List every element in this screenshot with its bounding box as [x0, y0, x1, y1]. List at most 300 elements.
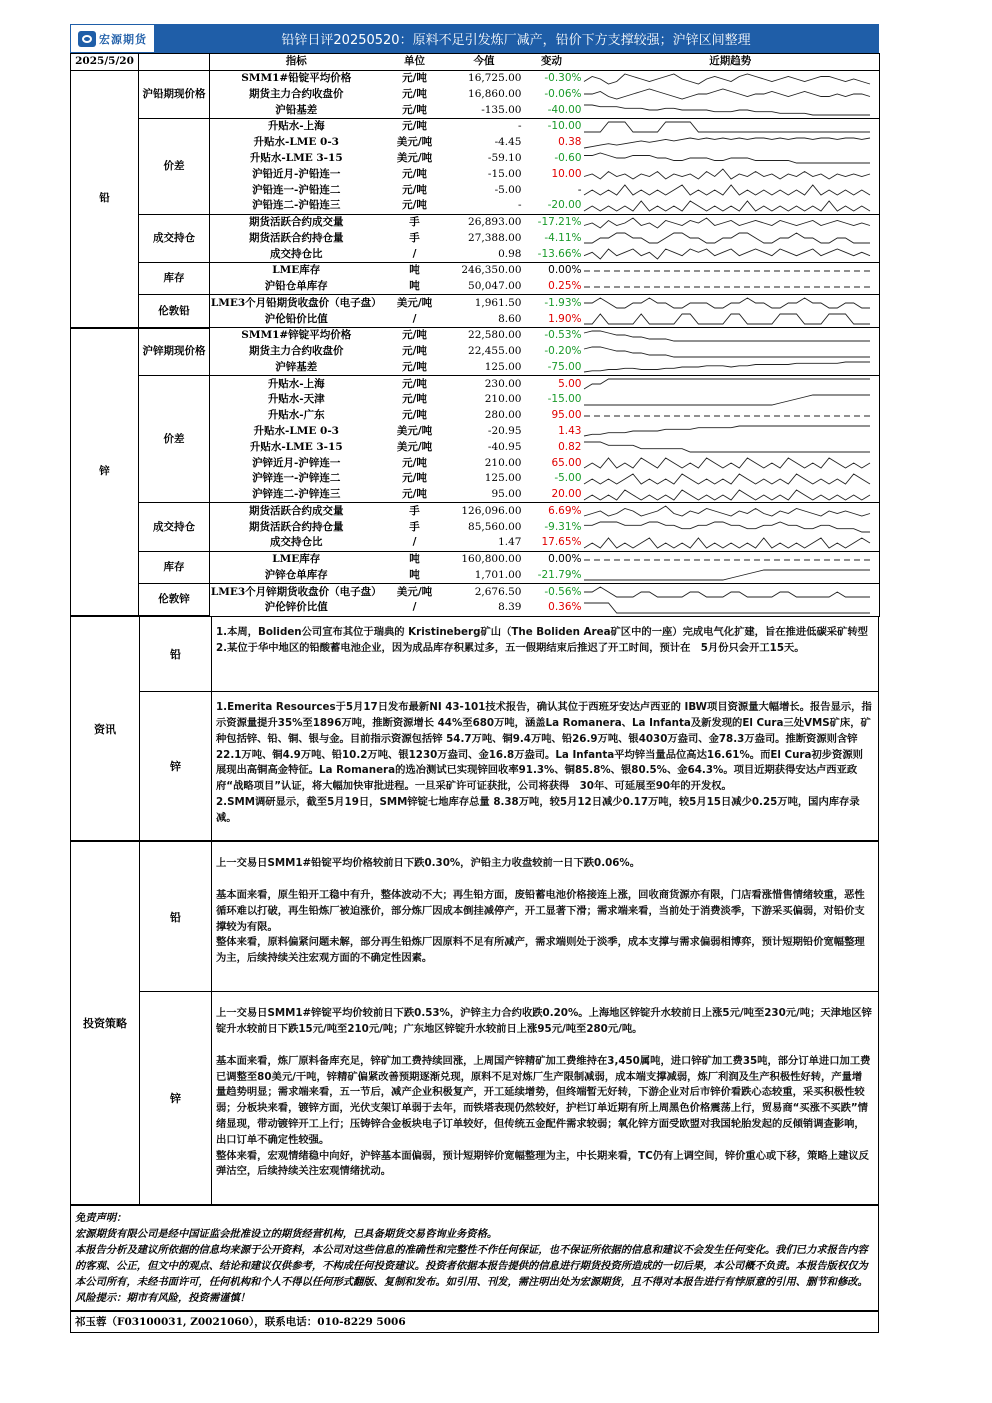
unit-cell: 吨 — [383, 279, 447, 295]
change-cell: -0.20% — [544, 345, 582, 358]
logo-icon — [78, 31, 96, 47]
disclaimer-heading: 免责声明： — [75, 1212, 127, 1225]
unit-cell: / — [383, 246, 447, 262]
subgroup-label: 沪铅期现价格 — [139, 70, 210, 118]
value-cell: 125.00 — [484, 472, 522, 485]
value-cell: 8.60 — [447, 311, 522, 327]
change-cell: -20.00 — [522, 198, 582, 214]
indicator-cell: 升贴水-LME 3-15 — [249, 440, 343, 453]
trend-cell — [582, 246, 880, 262]
disclaimer — [70, 1206, 879, 1312]
value-cell: -59.10 — [487, 151, 522, 164]
strategy-lead-para: 上一交易日SMM1#铅锭平均价格较前日下跌0.30%，沪铅主力收盘较前一日下跌0.06%。 — [216, 857, 641, 870]
sparkline-line — [584, 395, 870, 405]
value-cell: 22,580.00 — [468, 329, 522, 342]
indicator-cell: SMM1#锌锭平均价格 — [241, 329, 352, 342]
sparkline-line — [584, 570, 870, 580]
sparkline — [582, 360, 872, 374]
analyst-contact: 祁玉蓉（F03100031, Z0021060），联系电话：010-8229 5006 — [70, 1312, 879, 1333]
sparkline — [582, 103, 872, 117]
sparkline — [582, 601, 872, 615]
strategy-lead-para: 整体来看，原料偏紧问题未解，部分再生铅炼厂因原料不足有所减产，需求端则处于淡季，成本支撑与需求偏弱相博弈，预计短期铅价宽幅整理为主，后续持续关注宏观方面的不确定性因素。 — [216, 936, 865, 965]
unit-cell: 元/吨 — [402, 183, 427, 196]
sparkline — [582, 247, 872, 261]
group-label: 锌 — [71, 328, 139, 617]
sparkline — [582, 183, 872, 197]
value-cell: 1,701.00 — [447, 568, 522, 584]
change-cell: -0.60 — [554, 151, 582, 164]
strategy-zinc-text — [212, 992, 878, 1204]
news-zinc-label: 锌 — [140, 692, 212, 840]
table-row — [71, 584, 880, 600]
change-cell: 1.43 — [558, 424, 582, 437]
indicator-cell: 沪铅基差 — [210, 102, 383, 118]
indicator-cell: 沪铅连一-沪铅连二 — [252, 183, 341, 196]
trend-cell — [582, 87, 880, 103]
indicator-cell: 期货主力合约收盘价 — [249, 87, 344, 100]
unit-cell: 元/吨 — [402, 345, 427, 358]
table-row — [71, 295, 880, 311]
change-cell: 0.36% — [522, 600, 582, 616]
trend-cell — [582, 262, 880, 278]
sparkline-line — [584, 603, 870, 613]
trend-cell — [582, 568, 880, 584]
sparkline-line — [584, 474, 870, 484]
sparkline — [582, 585, 872, 599]
unit-cell: 手 — [409, 520, 420, 533]
value-cell: 160,800.00 — [461, 553, 522, 566]
change-cell: 95.00 — [551, 409, 582, 422]
sparkline — [582, 377, 872, 391]
change-cell: 5.00 — [558, 377, 582, 390]
value-cell: 16,725.00 — [468, 72, 522, 85]
unit-cell: 美元/吨 — [396, 296, 433, 309]
indicator-cell: 沪锌连二-沪锌连三 — [210, 487, 383, 503]
date-header: 2025/5/20 — [71, 54, 139, 71]
trend-cell — [582, 119, 880, 135]
strategy-zinc-para: 整体来看，宏观情绪稳中向好，沪锌基本面偏弱，预计短期锌价宽幅整理为主，中长期来看，TC仍有上调空间，锌价重心或下移，策略上建议反弹沽空，后续持续关注宏观情绪扰动。 — [216, 1149, 869, 1178]
sparkline — [582, 456, 872, 470]
unit-cell: 元/吨 — [402, 87, 427, 100]
indicator-cell: 沪锌仓单库存 — [210, 568, 383, 584]
value-cell: 1,961.50 — [474, 296, 522, 309]
sparkline-line — [584, 458, 870, 468]
indicator-cell: 期货主力合约收盘价 — [249, 345, 344, 358]
trend-cell — [582, 360, 880, 376]
unit-cell: 元/吨 — [402, 472, 427, 485]
unit-cell: / — [383, 535, 447, 551]
unit-cell: 手 — [409, 216, 420, 229]
subgroup-label: 价差 — [139, 376, 210, 503]
trend-cell — [582, 376, 880, 392]
indicator-cell: 期货活跃合约成交量 — [249, 216, 344, 229]
value-cell: 16,860.00 — [468, 87, 522, 100]
sparkline — [582, 520, 872, 534]
strategy-zinc-para: 基本面来看，炼厂原料备库充足，锌矿加工费持续回涨，上周国产锌精矿加工费维持在3,450属吨，进口锌矿加工费35吨，部分订单进口加工费已调整至80美元/干吨，锌精矿偏紧改善预期逐渐兑现，原料不足对炼厂生产限制减弱，成本端支撑减弱，炼厂利润及生产积极性好转，产量增量趋势明显；需求端来看，五一节后，减产企业积极复产，开工延续增势，但终端暂无好转，下游企业对后市锌价看跌心态较重，采买积极性较弱；分板块来看，镀锌方面，光伏支架订单弱于去年，而铁塔表现仍然较好，护栏订单近期有所上周黑色价格震荡上行，贸易商“买涨不买跌”情绪显现，带动镀锌开工上行；压铸锌合金板块电子订单较好，但传统五金配件需求较弱；氧化锌方面受欧盟对我国轮胎发起的反倾销调查影响，出口订单不确定性较强。 — [216, 1054, 871, 1146]
trend-cell — [582, 328, 880, 344]
trend-cell — [582, 439, 880, 455]
sparkline-line — [584, 506, 870, 516]
today-header: 今值 — [447, 54, 522, 71]
indicator-cell: LME库存 — [272, 264, 321, 277]
change-cell: -10.00 — [547, 120, 582, 133]
sparkline-line — [584, 74, 870, 84]
table-row — [71, 262, 880, 278]
subgroup-label: 库存 — [139, 551, 210, 584]
indicator-cell: 沪锌基差 — [210, 360, 383, 376]
sparkline — [582, 472, 872, 486]
trend-cell — [582, 503, 880, 519]
trend-cell — [582, 230, 880, 246]
trend-cell — [582, 135, 880, 151]
strategy-section — [70, 842, 879, 1206]
unit-cell: 美元/吨 — [396, 440, 433, 453]
sparkline — [582, 296, 872, 310]
value-cell: 50,047.00 — [447, 279, 522, 295]
sparkline — [582, 345, 872, 359]
table-row — [71, 70, 880, 86]
trend-cell — [582, 584, 880, 600]
trend-cell — [582, 600, 880, 616]
sparkline — [582, 120, 872, 134]
sparkline — [582, 151, 872, 165]
unit-cell: 元/吨 — [383, 198, 447, 214]
unit-cell: 元/吨 — [383, 102, 447, 118]
sparkline — [582, 216, 872, 230]
value-cell: 1.47 — [447, 535, 522, 551]
trend-cell — [582, 551, 880, 567]
indicator-cell: 期货活跃合约持仓量 — [249, 231, 344, 244]
trend-cell — [582, 198, 880, 214]
indicator-cell: LME3个月锌期货收盘价（电子盘） — [210, 585, 382, 598]
news-zinc-item: 2.SMM调研显示，截至5月19日，SMM锌锭七地库存总量 8.38万吨，较5月12日减少0.17万吨，较5月15日减少0.25万吨，国内库存录减。 — [216, 796, 860, 824]
news-zinc-row — [140, 692, 878, 840]
sparkline — [582, 231, 872, 245]
sparkline-line — [584, 426, 870, 436]
sparkline-line — [584, 218, 870, 228]
trend-cell — [582, 70, 880, 86]
subgroup-label: 沪锌期现价格 — [139, 328, 210, 376]
strategy-zinc-para: 上一交易日SMM1#锌锭平均价较前日下跌0.53%，沪锌主力合约收跌0.20%。上海地区锌锭升水较前日上涨5元/吨至230元/吨；天津地区锌锭升水较前日下跌15元/吨至210元/吨；广东地区锌锭升水较前日上涨95元/吨至280元/吨。 — [216, 1007, 872, 1036]
subgroup-label: 库存 — [139, 262, 210, 295]
indicator-cell: 沪锌连一-沪锌连二 — [252, 472, 341, 485]
change-cell: 1.90% — [522, 311, 582, 327]
trend-cell — [582, 344, 880, 360]
value-cell: - — [517, 120, 522, 133]
subgroup-label: 成交持仓 — [139, 503, 210, 551]
unit-cell: 元/吨 — [383, 487, 447, 503]
change-cell: -0.30% — [544, 72, 582, 85]
value-cell: 210.00 — [484, 456, 522, 469]
disclaimer-line: 风险提示：期市有风险，投资需谨慎！ — [75, 1292, 251, 1305]
value-cell: 126,096.00 — [461, 504, 522, 517]
trend-cell — [582, 279, 880, 295]
trend-cell — [582, 311, 880, 327]
sparkline — [582, 136, 872, 150]
value-cell: 26,893.00 — [468, 216, 522, 229]
subgroup-label: 伦敦锌 — [139, 584, 210, 617]
news-zinc-item: 1.Emerita Resources于5月17日发布最新NI 43-101技术报告，确认其位于西班牙安达卢西亚的 IBW项目资源量大幅增长。报告显示，指示资源量提升35%至1896万吨，推断资源增长 44%至680万吨，涵盖La Romanera、La Infanta及新发现的El Cura三处VMS矿床，矿种包括锌、铅、铜、银与金。目前指示资源包括锌 54.7万吨、铜9.4万吨、铅26.9万吨、银4030万盎司、金78.3万盎司。推断资源则含锌22.1万吨、铜4.9万吨、铅10.2万吨、银1230万盎司、金16.8万盎司。La Infanta平均锌当量品位高达16.61%。而El Cura初步资源则展现出高铜高金特征。La Romanera的选冶测试已实现锌回收率91.3%、铜85.8%、银80.5%、金64.3%。项目近期获得安达卢西亚政府“战略项目”认证，将大幅加快审批进程。一旦采矿许可证获批，公司将获得 30年、可延展至90年的开发权。 — [216, 701, 872, 793]
table-row — [71, 551, 880, 567]
sparkline-line — [584, 522, 870, 532]
trend-cell — [582, 455, 880, 471]
sparkline-line — [584, 538, 870, 548]
strategy-lead-text — [212, 842, 878, 991]
unit-cell: 吨 — [409, 553, 420, 566]
change-cell: -21.79% — [522, 568, 582, 584]
indicator-cell: 升贴水-天津 — [267, 393, 325, 406]
unit-cell: / — [383, 600, 447, 616]
change-cell: -17.21% — [537, 216, 582, 229]
trend-cell — [582, 151, 880, 167]
trend-cell — [582, 408, 880, 424]
subgroup-label: 成交持仓 — [139, 214, 210, 262]
sparkline — [582, 264, 872, 278]
sparkline — [582, 199, 872, 213]
change-cell: 0.38 — [558, 136, 582, 149]
indicator-cell: 升贴水-上海 — [267, 120, 325, 133]
sparkline — [582, 488, 872, 502]
change-cell: -9.31% — [544, 520, 582, 533]
change-cell: -0.06% — [544, 87, 582, 100]
news-label: 资讯 — [71, 617, 140, 840]
market-data-table — [70, 53, 880, 617]
change-cell: -1.93% — [544, 296, 582, 309]
table-row — [71, 376, 880, 392]
indicator-cell: 升贴水-广东 — [267, 409, 325, 422]
change-cell: 10.00 — [551, 167, 582, 180]
sparkline-line — [584, 362, 870, 372]
trend-cell — [582, 424, 880, 440]
unit-cell: 元/吨 — [402, 456, 427, 469]
strategy-label: 投资策略 — [71, 842, 140, 1204]
strategy-lead-label: 铅 — [140, 842, 212, 991]
sparkline — [582, 312, 872, 326]
change-cell: -0.53% — [544, 329, 582, 342]
change-cell: -5.00 — [554, 472, 582, 485]
unit-cell: 美元/吨 — [396, 151, 433, 164]
change-cell: -40.00 — [522, 102, 582, 118]
sparkline-line — [584, 331, 870, 341]
table-row — [71, 119, 880, 135]
strategy-lead-para: 基本面来看，原生铅开工稳中有升，整体波动不大；再生铅方面，废铅蓄电池价格接连上涨，回收商货源亦有限，门店看涨惜售情绪较重，恶性循环难以打破，再生铅炼厂被迫涨价，部分炼厂因成本倒挂减停产，开工显著下滑；需求端来看，当前处于消费淡季，下游采买偏弱，对铅价支撑较为有限。 — [216, 889, 865, 933]
disclaimer-line: 宏源期货有限公司是经中国证监会批准设立的期货经营机构，已具备期货交易咨询业务资格。 — [75, 1228, 498, 1241]
indicator-cell: 升贴水-LME 0-3 — [253, 136, 339, 149]
trend-cell — [582, 182, 880, 198]
strategy-lead-row — [140, 842, 878, 992]
sparkline-line — [584, 314, 870, 324]
unit-cell: 元/吨 — [402, 72, 427, 85]
unit-cell: 元/吨 — [402, 329, 427, 342]
sparkline-line — [584, 185, 870, 195]
news-lead-item: 1.本周，Boliden公司宣布其位于瑞典的 Kristineberg矿山（The Boliden Area矿区中的一座）完成电气化扩建，旨在推进低碳采矿转型 — [216, 626, 868, 639]
value-cell: 125.00 — [447, 360, 522, 376]
indicator-cell: 沪铅仓单库存 — [210, 279, 383, 295]
company-logo — [71, 25, 154, 52]
change-cell: 0.00% — [548, 264, 582, 277]
unit-cell: 元/吨 — [402, 393, 427, 406]
change-header: 变动 — [522, 54, 582, 71]
value-cell: 230.00 — [484, 377, 522, 390]
sparkline — [582, 409, 872, 423]
sparkline — [582, 167, 872, 181]
news-lead-label: 铅 — [140, 617, 212, 691]
subgroup-label: 伦敦铅 — [139, 295, 210, 328]
sparkline-line — [584, 490, 870, 500]
change-cell: 65.00 — [551, 456, 582, 469]
change-cell: -15.00 — [547, 393, 582, 406]
change-cell: - — [577, 183, 582, 196]
unit-cell: 元/吨 — [402, 377, 427, 390]
news-section — [70, 617, 879, 842]
unit-cell: 美元/吨 — [396, 424, 433, 437]
report-header — [70, 24, 879, 53]
change-cell: 0.25% — [522, 279, 582, 295]
table-header-row — [71, 54, 880, 71]
news-zinc-text — [212, 692, 878, 840]
value-cell: 280.00 — [484, 409, 522, 422]
value-cell: -135.00 — [447, 102, 522, 118]
indicator-cell: 升贴水-上海 — [267, 377, 325, 390]
subgroup-label: 价差 — [139, 119, 210, 215]
value-cell: -20.95 — [487, 424, 522, 437]
indicator-cell: 沪铅连二-沪铅连三 — [210, 198, 383, 214]
change-cell: -0.56% — [544, 585, 582, 598]
news-lead-item: 2.某位于华中地区的铅酸蓄电池企业，因为成品库存积累过多，五一假期结束后推迟了开工时间，预计在 5月份只会开工15天。 — [216, 642, 805, 655]
sparkline-line — [584, 201, 870, 211]
value-cell: -40.95 — [487, 440, 522, 453]
indicator-cell: LME3个月铅期货收盘价（电子盘） — [210, 296, 382, 309]
value-cell: 8.39 — [447, 600, 522, 616]
sparkline — [582, 424, 872, 438]
sparkline — [582, 568, 872, 582]
trend-cell — [582, 487, 880, 503]
change-cell: 6.69% — [548, 504, 582, 517]
trend-cell — [582, 392, 880, 408]
table-row — [71, 328, 880, 344]
value-cell: 0.98 — [447, 246, 522, 262]
indicator-cell: LME库存 — [272, 553, 321, 566]
trend-cell — [582, 102, 880, 118]
sparkline — [582, 393, 872, 407]
value-cell: 210.00 — [484, 393, 522, 406]
sparkline — [582, 280, 872, 294]
trend-cell — [582, 295, 880, 311]
unit-cell: 手 — [409, 504, 420, 517]
sparkline-line — [584, 105, 870, 115]
trend-cell — [582, 535, 880, 551]
indicator-cell: 期货活跃合约持仓量 — [249, 520, 344, 533]
change-cell: -13.66% — [522, 246, 582, 262]
sparkline — [582, 536, 872, 550]
sparkline-line — [584, 298, 870, 308]
report-page — [70, 24, 879, 1333]
sparkline-line — [584, 233, 870, 243]
unit-cell: 吨 — [409, 264, 420, 277]
change-cell: -75.00 — [522, 360, 582, 376]
table-row — [71, 214, 880, 230]
news-lead-text — [212, 617, 878, 691]
unit-cell: 元/吨 — [402, 167, 427, 180]
unit-cell: 元/吨 — [383, 360, 447, 376]
unit-cell: 美元/吨 — [396, 585, 433, 598]
group-label: 铅 — [71, 70, 139, 327]
sparkline-line — [584, 89, 870, 99]
sparkline — [582, 329, 872, 343]
change-cell: 0.82 — [558, 440, 582, 453]
indicator-cell: 升贴水-LME 0-3 — [253, 424, 339, 437]
change-cell: 17.65% — [522, 535, 582, 551]
change-cell: 0.00% — [548, 553, 582, 566]
value-cell: 27,388.00 — [468, 231, 522, 244]
trend-cell — [582, 214, 880, 230]
sparkline-line — [584, 122, 870, 132]
unit-cell: 元/吨 — [402, 409, 427, 422]
unit-cell: 手 — [409, 231, 420, 244]
value-cell: -5.00 — [494, 183, 522, 196]
trend-cell — [582, 519, 880, 535]
value-cell: -4.45 — [494, 136, 522, 149]
sparkline — [582, 553, 872, 567]
trend-cell — [582, 471, 880, 487]
unit-cell: / — [383, 311, 447, 327]
indicator-cell: 沪伦铅价比值 — [210, 311, 383, 327]
value-cell: 85,560.00 — [468, 520, 522, 533]
value-cell: - — [447, 198, 522, 214]
indicator-cell: 升贴水-LME 3-15 — [249, 151, 343, 164]
sparkline-line — [584, 169, 870, 179]
sparkline — [582, 72, 872, 86]
report-title: 铅锌日评20250520：原料不足引发炼厂减产，铅价下方支撑较强；沪锌区间整理 — [154, 25, 878, 52]
change-cell: -4.11% — [544, 231, 582, 244]
unit-cell: 美元/吨 — [396, 136, 433, 149]
unit-cell: 吨 — [383, 568, 447, 584]
sparkline-line — [584, 442, 870, 452]
change-cell: 20.00 — [522, 487, 582, 503]
sparkline-line — [584, 347, 870, 357]
sparkline-line — [584, 249, 870, 259]
sparkline — [582, 440, 872, 454]
indicator-header: 指标 — [210, 54, 383, 71]
value-cell: 2,676.50 — [474, 585, 522, 598]
subgroup-header — [139, 54, 210, 71]
sparkline — [582, 87, 872, 101]
sparkline-line — [584, 587, 870, 597]
indicator-cell: SMM1#铅锭平均价格 — [241, 72, 352, 85]
sparkline-line — [584, 153, 870, 163]
indicator-cell: 成交持仓比 — [210, 246, 383, 262]
indicator-cell: 沪锌近月-沪锌连一 — [252, 456, 341, 469]
indicator-cell: 沪伦锌价比值 — [210, 600, 383, 616]
trend-header: 近期趋势 — [582, 54, 880, 71]
sparkline-line — [584, 379, 870, 389]
strategy-zinc-label: 锌 — [140, 992, 212, 1204]
table-row — [71, 503, 880, 519]
disclaimer-line: 本报告分析及建议所依据的信息均来源于公开资料，本公司对这些信息的准确性和完整性不作任何保证，也不保证所依据的信息和建议不会发生任何变化。我们已力求报告内容的客观、公正，但文中的观点、结论和建议仅供参考，不构成任何投资建议。投资者依据本报告提供的信息进行期货投资所造成的一切后果，本公司概不负责。本报告版权仅为本公司所有，未经书面许可，任何机构和个人不得以任何形式翻版、复制和发布。如引用、刊发，需注明出处为宏源期货，且不得对本报告进行有悖原意的引用、删节和修改。 — [75, 1244, 868, 1289]
sparkline-line — [584, 138, 870, 148]
trend-cell — [582, 166, 880, 182]
strategy-zinc-row — [140, 992, 878, 1204]
indicator-cell: 期货活跃合约成交量 — [249, 504, 344, 517]
sparkline — [582, 504, 872, 518]
unit-cell: 元/吨 — [402, 120, 427, 133]
value-cell: 95.00 — [447, 487, 522, 503]
value-cell: -15.00 — [487, 167, 522, 180]
table-body — [71, 70, 880, 616]
value-cell: 246,350.00 — [461, 264, 522, 277]
news-lead-row — [140, 617, 878, 692]
indicator-cell: 沪铅近月-沪铅连一 — [252, 167, 341, 180]
